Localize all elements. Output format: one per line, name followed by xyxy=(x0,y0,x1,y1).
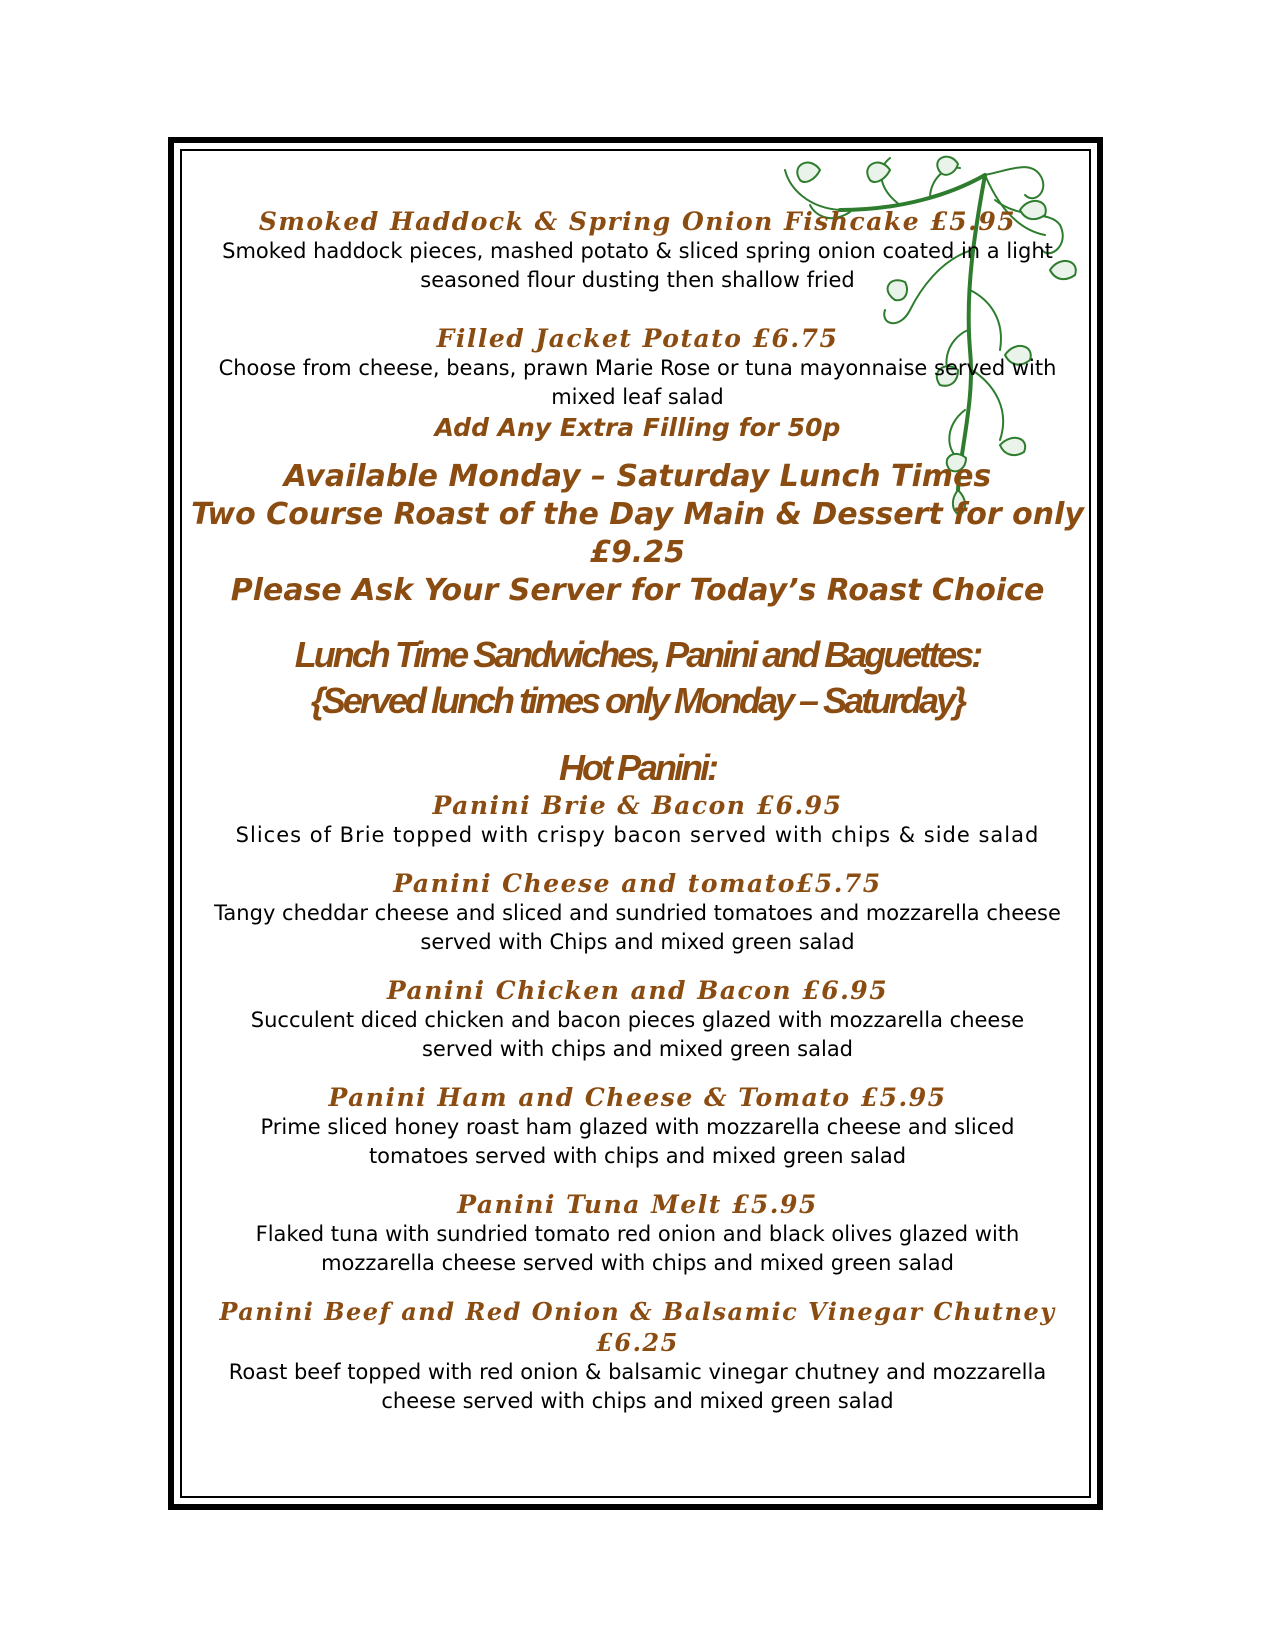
dish-description-line: mixed leaf salad xyxy=(551,385,724,409)
dish-title: Panini Cheese and tomato£5.75 xyxy=(393,869,882,898)
dish-title: Smoked Haddock & Spring Onion Fishcake £5.95 xyxy=(258,207,1017,236)
dish-description-line: seasoned flour dusting then shallow fried xyxy=(420,268,855,292)
dish-description-line: tomatoes served with chips and mixed green salad xyxy=(368,1144,907,1168)
dish-description-line: Flaked tuna with sundried tomato red onion and black olives glazed with xyxy=(255,1222,1020,1246)
extra-filling-note: Add Any Extra Filling for 50p xyxy=(434,413,841,442)
menu-item-panini-tuna-melt xyxy=(180,1189,1095,1278)
roast-server-note: Please Ask Your Server for Today’s Roast Choice xyxy=(230,573,1045,608)
menu-item-panini-cheese-tomato xyxy=(180,868,1095,957)
sandwich-section xyxy=(180,632,1095,724)
roast-offer xyxy=(180,458,1095,610)
menu-item-fishcake xyxy=(180,206,1095,295)
dish-description-line: cheese served with chips and mixed green salad xyxy=(381,1389,894,1413)
section-heading: Lunch Time Sandwiches, Panini and Baguettes: xyxy=(294,634,981,675)
dish-description-line: Slices of Brie topped with crispy bacon served with chips & side salad xyxy=(235,823,1040,847)
dish-description-line: Prime sliced honey roast ham glazed with mozzarella cheese and sliced xyxy=(260,1115,1015,1139)
dish-description-line: served with chips and mixed green salad xyxy=(421,1037,854,1061)
dish-title: Filled Jacket Potato £6.75 xyxy=(436,324,839,353)
section-subheading: {Served lunch times only Monday – Saturday} xyxy=(310,680,965,721)
dish-description-line: served with Chips and mixed green salad xyxy=(420,930,855,954)
menu-item-panini-beef-red-onion xyxy=(180,1296,1095,1416)
menu-item-panini-ham-cheese-tomato xyxy=(180,1082,1095,1171)
menu-item-panini-brie-bacon xyxy=(180,790,1095,850)
dish-title: Panini Beef and Red Onion & Balsamic Vinegar Chutney £6.25 xyxy=(219,1297,1056,1357)
dish-description-line: Succulent diced chicken and bacon pieces glazed with mozzarella cheese xyxy=(250,1008,1025,1032)
roast-availability: Available Monday – Saturday Lunch Times xyxy=(283,459,992,494)
dish-title: Panini Tuna Melt £5.95 xyxy=(457,1190,818,1219)
hot-panini-section xyxy=(180,746,1095,1416)
dish-description-line: Choose from cheese, beans, prawn Marie Rose or tuna mayonnaise served with xyxy=(218,356,1057,380)
dish-description-line: Roast beef topped with red onion & balsamic vinegar chutney and mozzarella xyxy=(228,1360,1047,1384)
menu-content xyxy=(180,206,1095,1416)
roast-price: £9.25 xyxy=(590,535,685,570)
dish-title: Panini Ham and Cheese & Tomato £5.95 xyxy=(328,1083,947,1112)
dish-description-line: Smoked haddock pieces, mashed potato & sliced spring onion coated in a light xyxy=(222,239,1053,263)
menu-item-jacket-potato xyxy=(180,323,1095,444)
roast-deal: Two Course Roast of the Day Main & Dessert for only xyxy=(191,497,1084,532)
dish-title: Panini Brie & Bacon £6.95 xyxy=(432,791,843,820)
menu-item-panini-chicken-bacon xyxy=(180,975,1095,1064)
hot-panini-heading: Hot Panini: xyxy=(559,747,716,788)
dish-description-line: mozzarella cheese served with chips and mixed green salad xyxy=(321,1251,954,1275)
dish-description-line: Tangy cheddar cheese and sliced and sundried tomatoes and mozzarella cheese xyxy=(214,901,1061,925)
dish-title: Panini Chicken and Bacon £6.95 xyxy=(386,976,889,1005)
